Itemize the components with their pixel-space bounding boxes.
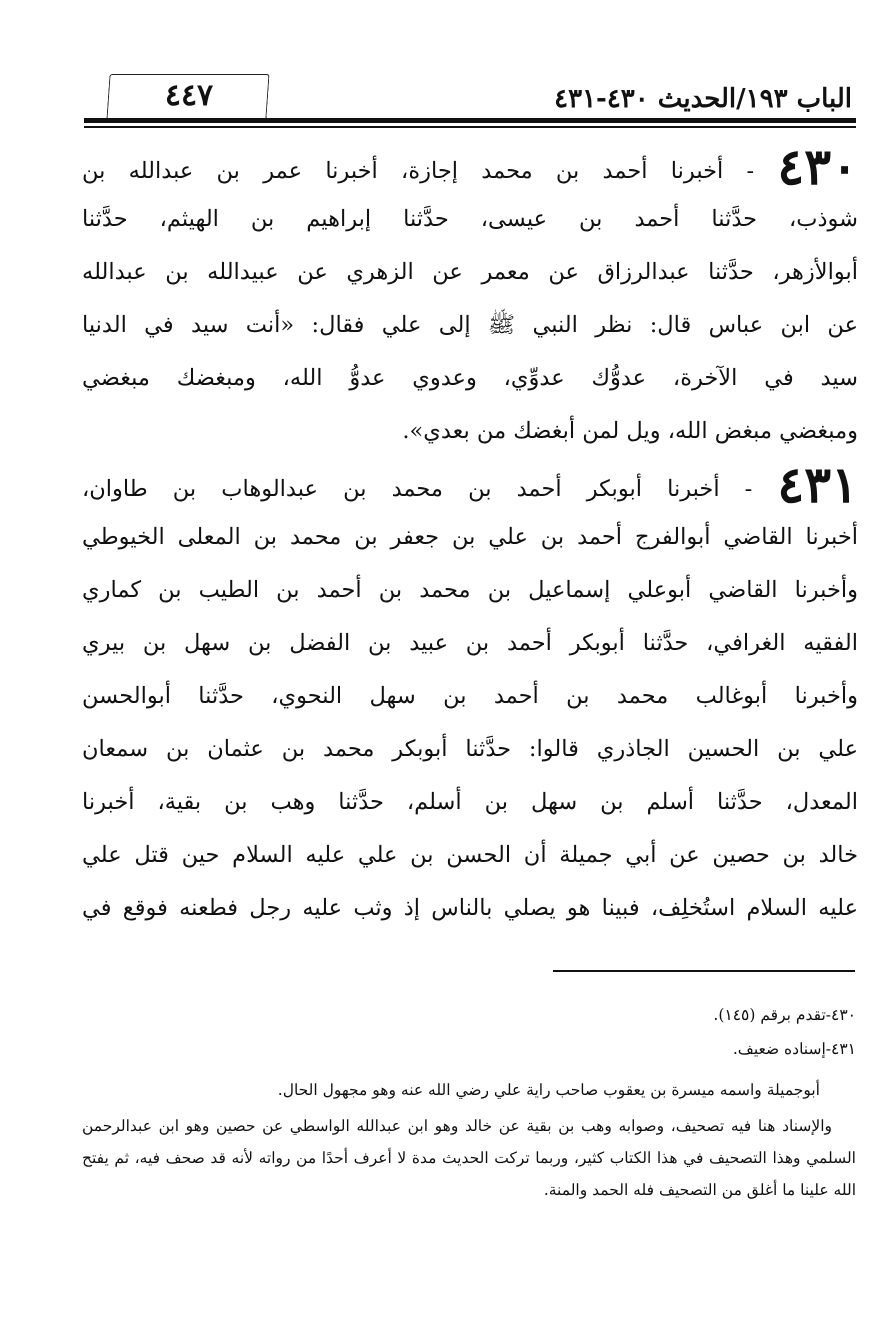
footnote-431: ٤٣١-إسناده ضعيف. [732, 1040, 856, 1058]
hadith-431-line-4: الفقيه الغرافي، حدَّثنا أبوبكر أحمد بن عبيد بن الفضل بن سهل بن بيري [82, 630, 858, 656]
footnotes [82, 998, 856, 1206]
hadith-430-line-6: ومبغضي مبغض الله، ويل لمن أبغضك من بعدي». [402, 418, 858, 444]
hadith-431-text: - أخبرنا أبوبكر أحمد بن محمد بن عبدالوهاب بن طاوان، [82, 476, 753, 502]
hadith-431-line-8: خالد بن حصين عن أبي جميلة أن الحسن بن علي عليه السلام حين قتل علي [82, 842, 858, 868]
hadith-430-line-1 [82, 140, 858, 193]
header-rule-thick [84, 118, 856, 123]
hadith-431-line-6: علي بن الحسين الجاذري قالوا: حدَّثنا أبوبكر محمد بن عثمان بن سمعان [82, 736, 858, 762]
hadith-431-line-1 [82, 458, 858, 511]
footnote-note-isnad: والإسناد هنا فيه تصحيف، وصوابه وهب بن بقية عن خالد وهو ابن عبدالله الواسطي عن حصين وهو ابن عبدالرحمن السلمي وهذا التصحيف في هذا الكتاب كثير، وربما تركت الحديث مدة لا أعرف أحدًا من رواته لأنه قد صحف فيه، ثم يفتح الله علينا ما أغلق من التصحيف فله الحمد والمنة. [82, 1117, 856, 1199]
hadith-431-line-5: وأخبرنا أبوغالب محمد بن أحمد بن سهل النحوي، حدَّثنا أبوالحسن [82, 683, 858, 709]
hadith-430-line-5: سيد في الآخرة، عدوُّك عدوِّي، وعدوي عدوُّ الله، ومبغضك مبغضي [82, 365, 858, 391]
header-rule-thin [84, 126, 856, 128]
hadith-430-text: - أخبرنا أحمد بن محمد إجازة، أخبرنا عمر بن عبدالله بن [82, 158, 755, 184]
running-title: الباب ١٩٣/الحديث ٤٣٠-٤٣١ [554, 84, 852, 114]
hadith-431-line-3: وأخبرنا القاضي أبوعلي إسماعيل بن محمد بن أحمد بن الطيب بن كماري [82, 577, 858, 603]
footnote-separator [553, 970, 855, 972]
hadith-431-line-2: أخبرنا القاضي أبوالفرج أحمد بن علي بن جعفر بن محمد بن المعلى الخيوطي [82, 524, 858, 550]
footnote-note-narrator: أبوجميلة واسمه ميسرة بن يعقوب صاحب راية علي رضي الله عنه وهو مجهول الحال. [277, 1081, 820, 1099]
hadith-430-line-2: شوذب، حدَّثنا أحمد بن عيسى، حدَّثنا إبراهيم بن الهيثم، حدَّثنا [82, 206, 858, 232]
hadith-430-line-4: عن ابن عباس قال: نظر النبي ﷺ إلى علي فقال: «أنت سيد في الدنيا [82, 312, 858, 338]
page-header [84, 64, 856, 124]
hadith-430-number: ٤٣٠ [777, 140, 858, 193]
hadith-430-line-3: أبوالأزهر، حدَّثنا عبدالرزاق عن معمر عن الزهري عن عبيدالله بن عبدالله [82, 259, 858, 285]
hadith-431-line-7: المعدل، حدَّثنا أسلم بن سهل بن أسلم، حدَّثنا وهب بن بقية، أخبرنا [82, 789, 858, 815]
page-number: ٤٤٧ [164, 78, 214, 113]
main-text [82, 140, 858, 935]
hadith-431-line-9: عليه السلام استُخلِف، فبينا هو يصلي بالناس إذ وثب عليه رجل فطعنه فوقع في [82, 895, 858, 921]
hadith-431-number: ٤٣١ [777, 458, 858, 511]
footnote-430: ٤٣٠-تقدم برقم (١٤٥). [713, 1006, 856, 1024]
